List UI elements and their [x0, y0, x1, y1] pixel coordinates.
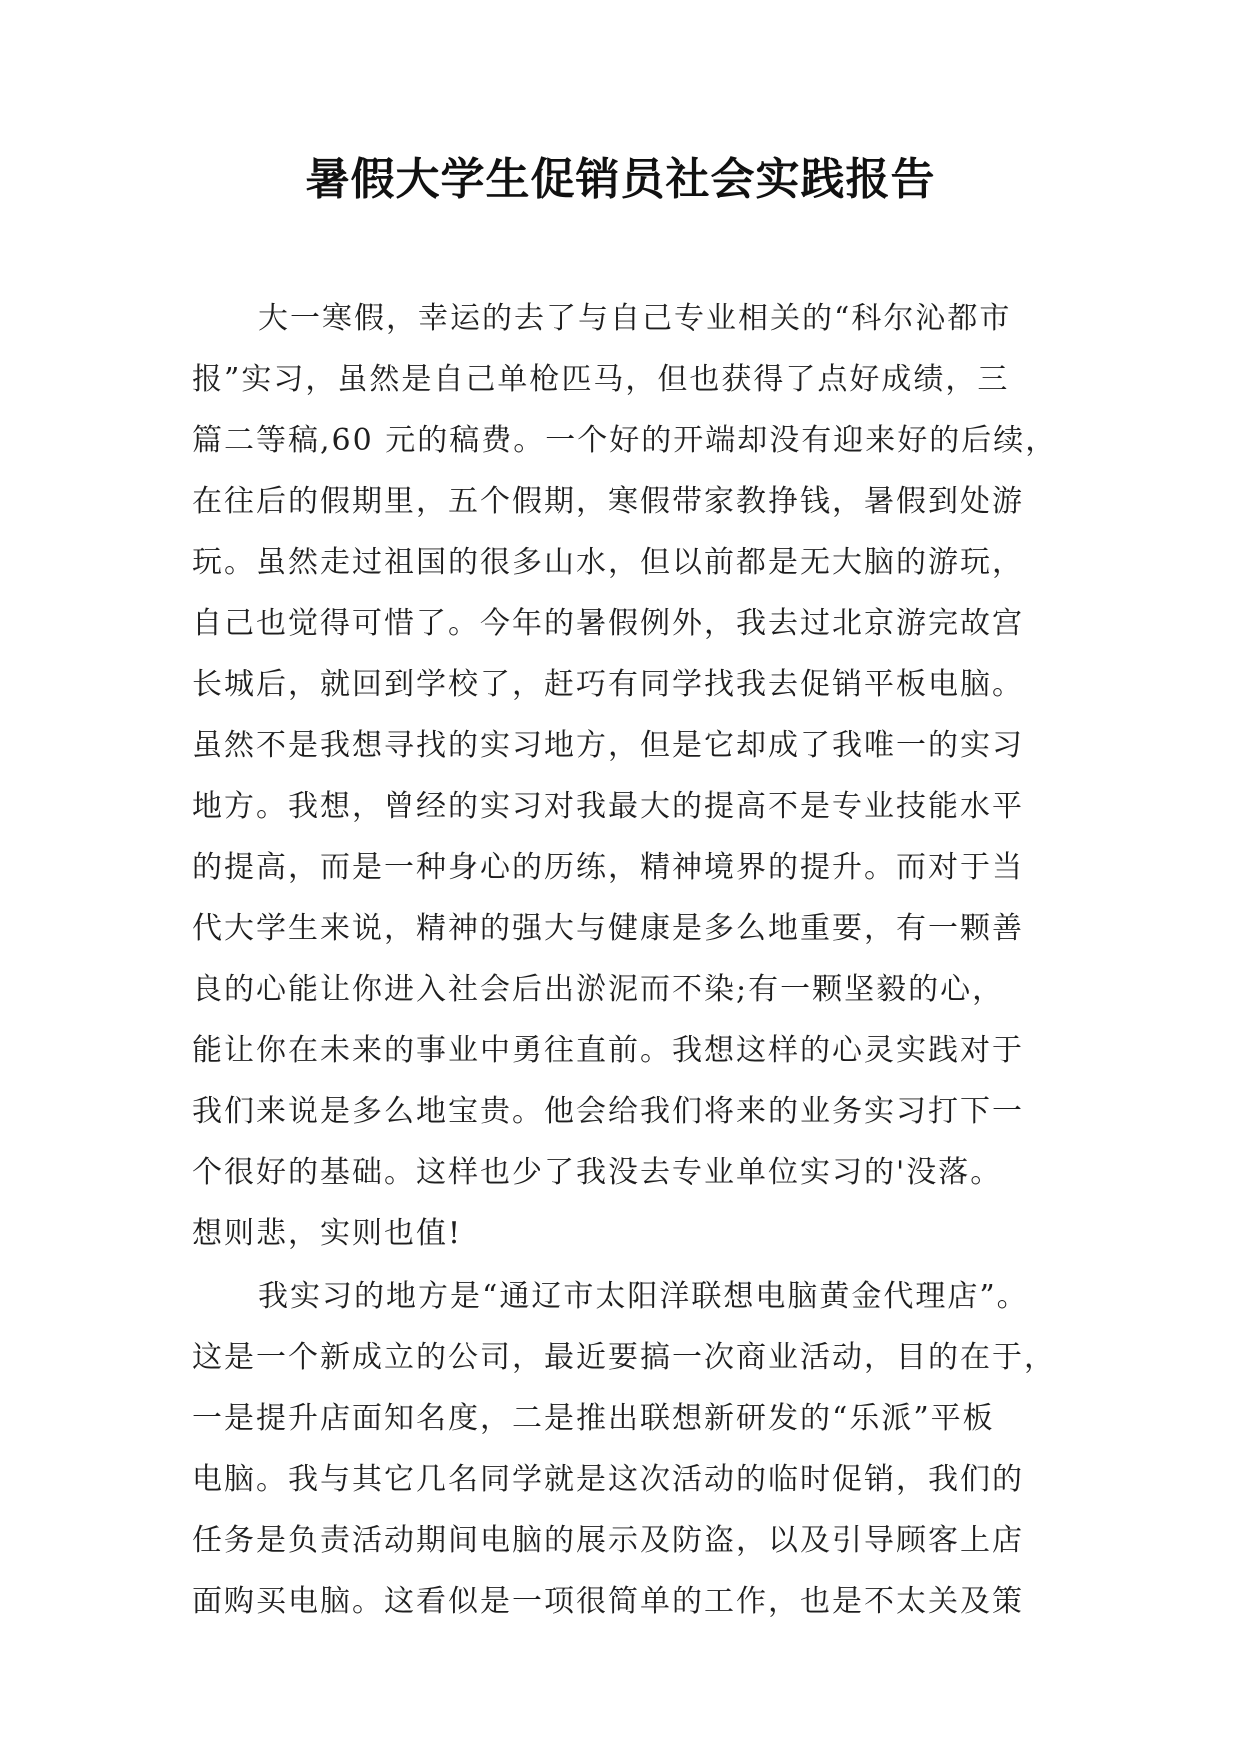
- paragraph-2: [192, 1266, 1062, 1632]
- text-line: 虽然不是我想寻找的实习地方，但是它却成了我唯一的实习: [192, 728, 1024, 763]
- text-line: 我实习的地方是“通辽市太阳洋联想电脑黄金代理店”。: [258, 1279, 1029, 1314]
- text-line: 篇二等稿,60 元的稿费。一个好的开端却没有迎来好的后续，: [192, 423, 1058, 458]
- text-line: 一是提升店面知名度，二是推出联想新研发的“乐派”平板: [192, 1401, 995, 1436]
- text-line: 玩。虽然走过祖国的很多山水，但以前都是无大脑的游玩，: [192, 545, 1024, 580]
- text-line: 报”实习，虽然是自己单枪匹马，但也获得了点好成绩，三: [192, 362, 1010, 397]
- text-line: 代大学生来说，精神的强大与健康是多么地重要，有一颗善: [192, 911, 1024, 946]
- text-line: 地方。我想，曾经的实习对我最大的提高不是专业技能水平: [192, 789, 1024, 824]
- text-line: 面购买电脑。这看似是一项很简单的工作，也是不太关及策: [192, 1584, 1024, 1619]
- text-line: 电脑。我与其它几名同学就是这次活动的临时促销，我们的: [192, 1462, 1024, 1497]
- document-title: 暑假大学生促销员社会实践报告: [305, 154, 936, 205]
- text-line: 自己也觉得可惜了。今年的暑假例外，我去过北京游完故宫: [192, 606, 1024, 641]
- text-line: 长城后，就回到学校了，赶巧有同学找我去促销平板电脑。: [192, 667, 1024, 702]
- text-line: 的提高，而是一种身心的历练，精神境界的提升。而对于当: [192, 850, 1024, 885]
- text-line: 良的心能让你进入社会后出淤泥而不染;有一颗坚毅的心，: [192, 972, 1005, 1007]
- text-line: 能让你在未来的事业中勇往直前。我想这样的心灵实践对于: [192, 1033, 1024, 1068]
- text-line: 这是一个新成立的公司，最近要搞一次商业活动，目的在于，: [192, 1340, 1056, 1375]
- text-line: 在往后的假期里，五个假期，寒假带家教挣钱，暑假到处游: [192, 484, 1024, 519]
- text-line: 想则悲，实则也值!: [192, 1216, 463, 1251]
- text-line: 我们来说是多么地宝贵。他会给我们将来的业务实习打下一: [192, 1094, 1024, 1129]
- text-line: 任务是负责活动期间电脑的展示及防盗，以及引导顾客上店: [192, 1523, 1024, 1558]
- paragraph-1: [192, 288, 1062, 1264]
- text-line: 个很好的基础。这样也少了我没去专业单位实习的'没落。: [192, 1155, 1003, 1190]
- document-body: [192, 288, 1062, 1632]
- text-line: 大一寒假，幸运的去了与自己专业相关的“科尔沁都市: [258, 301, 1012, 336]
